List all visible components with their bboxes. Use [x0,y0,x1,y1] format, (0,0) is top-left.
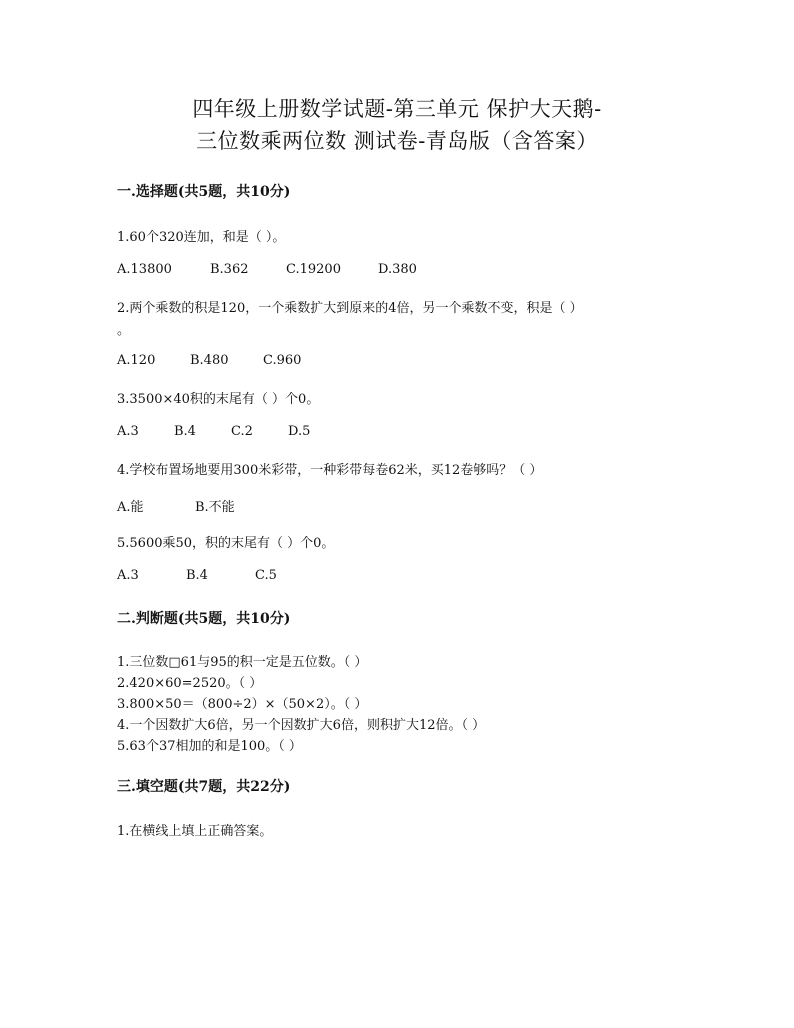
option-b: B.480 [190,353,229,368]
question-3-options [117,424,310,439]
option-a: A.能 [117,500,144,515]
option-b: B.4 [186,568,208,583]
judge-item-5: 5.63个37相加的和是100。（ ） [117,739,302,754]
question-2-continuation: 。 [117,323,131,338]
section-heading-choice: 一.选择题(共5题，共10分) [117,184,291,200]
judge-item-3: 3.800×50＝（800÷2）×（50×2）。（ ） [117,697,368,712]
question-5: 5.5600乘50，积的末尾有（ ）个0。 [117,536,335,551]
question-4: 4.学校布置场地要用300米彩带，一种彩带每卷62米，买12卷够吗？（ ） [117,463,543,478]
judge-item-2: 2.420×60=2520。（ ） [117,676,263,691]
question-1: 1.60个320连加，和是（ ）。 [117,230,286,245]
option-a: A.13800 [117,262,172,277]
judge-item-4: 4.一个因数扩大6倍，另一个因数扩大6倍，则积扩大12倍。（ ） [117,718,486,733]
option-b: B.362 [210,262,249,277]
question-4-options [117,496,235,515]
exam-title-line1: 四年级上册数学试题-第三单元 保护大天鹅- [192,97,602,121]
option-b: B.4 [174,424,196,439]
section-heading-judge: 二.判断题(共5题，共10分) [117,611,291,627]
option-a: A.120 [117,353,156,368]
section-heading-fill: 三.填空题(共7题，共22分) [117,779,291,795]
question-2: 2.两个乘数的积是120，一个乘数扩大到原来的4倍，另一个乘数不变，积是（ ） [117,301,583,316]
option-b: B.不能 [195,500,235,515]
option-c: C.19200 [286,262,341,277]
question-3: 3.3500×40积的末尾有（ ）个0。 [117,392,320,407]
option-d: D.380 [378,262,417,277]
option-c: C.960 [263,353,302,368]
question-5-options [117,568,277,583]
option-c: C.2 [231,424,253,439]
option-c: C.5 [255,568,277,583]
exam-title-line2: 三位数乘两位数 测试卷-青岛版（含答案） [196,129,598,153]
fill-item-1: 1.在横线上填上正确答案。 [117,824,273,839]
question-1-options [117,262,417,277]
option-a: A.3 [117,568,139,583]
question-2-options [117,353,301,368]
option-a: A.3 [117,424,139,439]
option-d: D.5 [288,424,311,439]
judge-item-1: 1.三位数□61与95的积一定是五位数。（ ） [117,655,368,670]
